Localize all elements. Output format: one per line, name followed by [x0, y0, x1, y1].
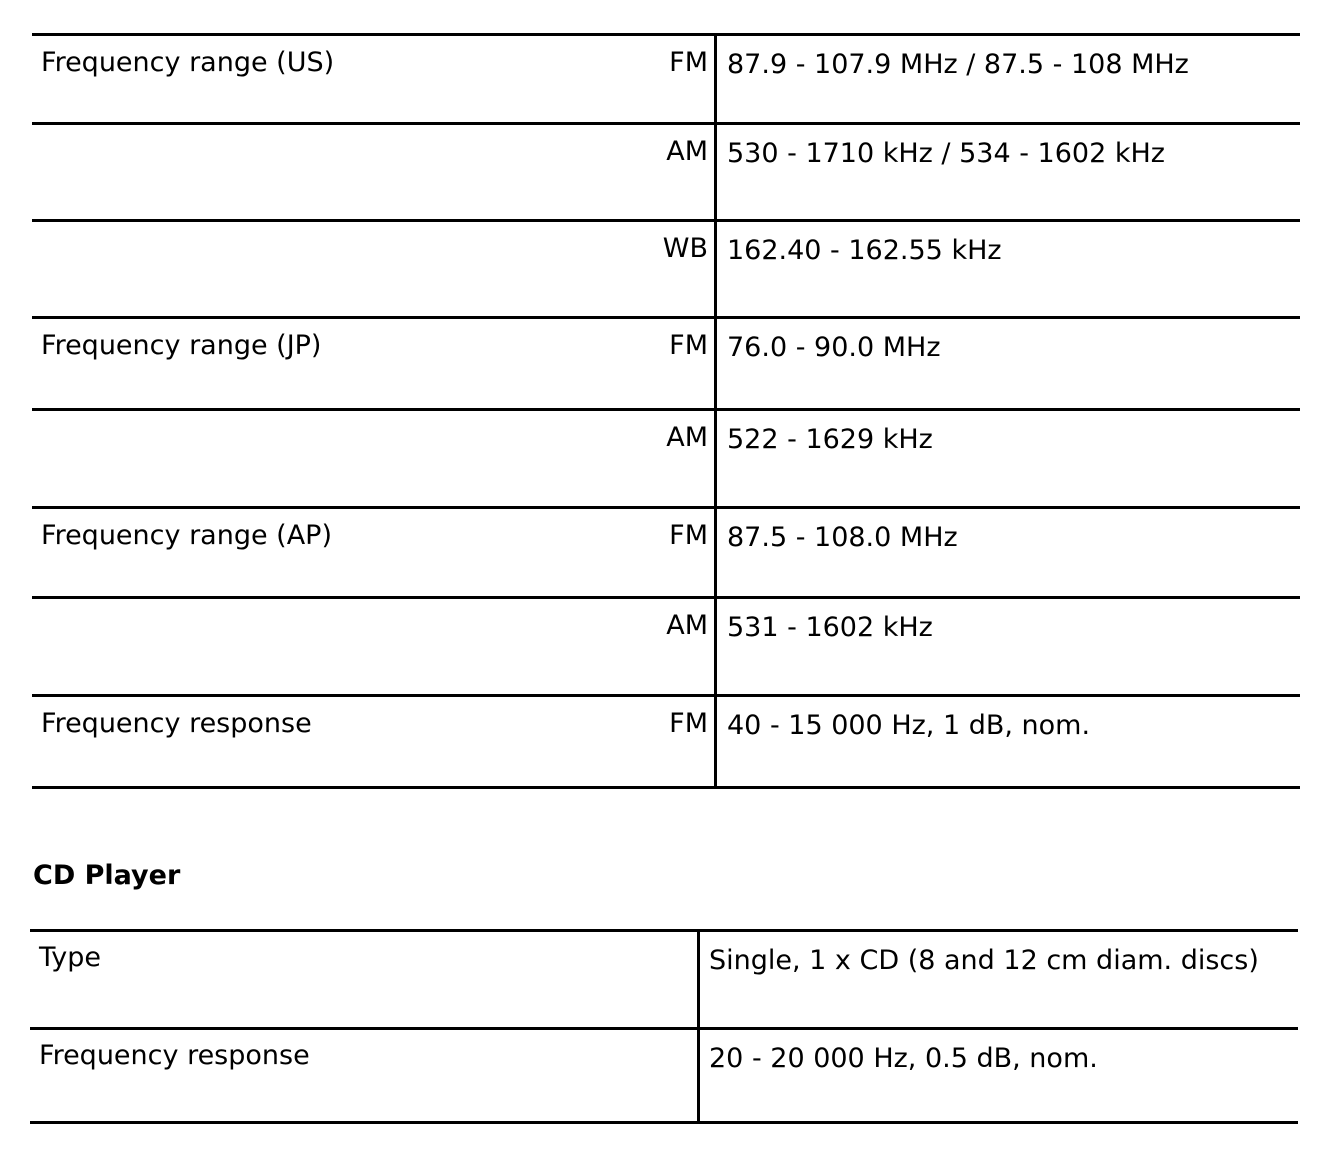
spec-value: 87.9 - 107.9 MHz / 87.5 - 108 MHz	[727, 49, 1189, 80]
spec-value: 87.5 - 108.0 MHz	[727, 522, 958, 553]
table-row	[30, 931, 1298, 1029]
cd-player-specs-table	[30, 929, 1298, 1124]
spec-label: Frequency range (US)	[41, 47, 335, 78]
spec-value: 20 - 20 000 Hz, 0.5 dB, nom.	[709, 1043, 1098, 1074]
table-row	[30, 1029, 1298, 1123]
spec-value: 522 - 1629 kHz	[727, 424, 933, 455]
table-row	[32, 696, 1300, 788]
spec-label: Frequency range (JP)	[41, 330, 322, 361]
spec-value: Single, 1 x CD (8 and 12 cm diam. discs)	[709, 945, 1259, 976]
band-label: AM	[581, 410, 716, 508]
band-label: AM	[581, 598, 716, 696]
spec-label	[32, 124, 581, 221]
spec-label	[32, 598, 581, 696]
spec-value: 40 - 15 000 Hz, 1 dB, nom.	[727, 710, 1091, 741]
table-row	[32, 124, 1300, 221]
spec-label: Frequency response	[41, 708, 312, 739]
spec-value: 530 - 1710 kHz / 534 - 1602 kHz	[727, 138, 1165, 169]
table-row	[32, 35, 1300, 124]
band-label: FM	[581, 696, 716, 788]
spec-value: 531 - 1602 kHz	[727, 612, 933, 643]
band-label: WB	[581, 221, 716, 318]
table-row	[32, 598, 1300, 696]
band-label: AM	[581, 124, 716, 221]
spec-value: 162.40 - 162.55 kHz	[727, 235, 1002, 266]
radio-specs-table	[32, 33, 1300, 789]
spec-label: Frequency response	[30, 1029, 699, 1123]
table-row	[32, 221, 1300, 318]
table-row	[32, 410, 1300, 508]
section-heading-cd-player: CD Player	[33, 860, 181, 891]
band-label: FM	[581, 35, 716, 124]
spec-label: Frequency range (AP)	[41, 520, 332, 551]
spec-label	[32, 221, 581, 318]
spec-value: 76.0 - 90.0 MHz	[727, 332, 941, 363]
spec-label	[32, 410, 581, 508]
table-row	[32, 508, 1300, 598]
table-row	[32, 318, 1300, 410]
spec-label: Type	[30, 931, 699, 1029]
band-label: FM	[581, 508, 716, 598]
band-label: FM	[581, 318, 716, 410]
